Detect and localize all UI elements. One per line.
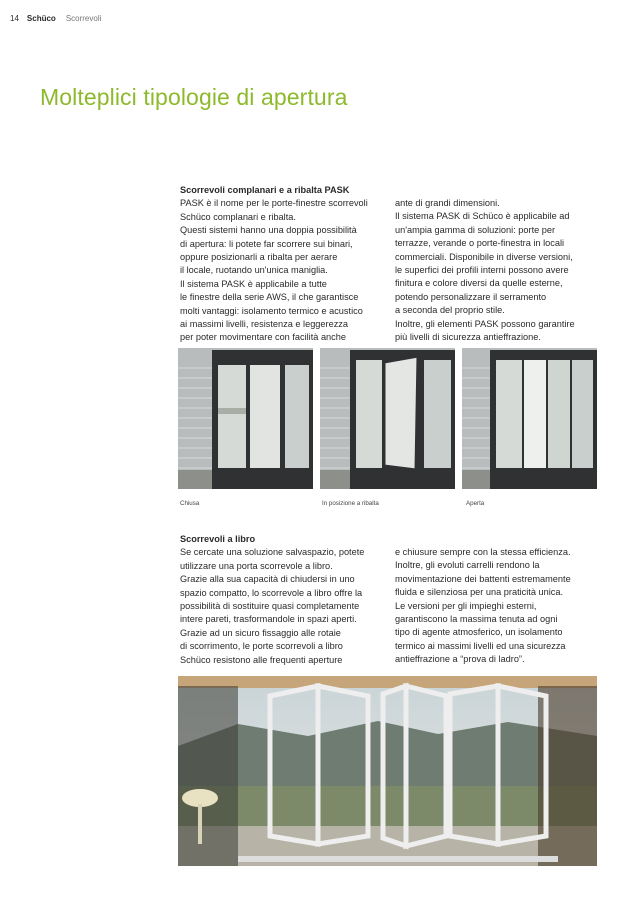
pask-right-line: ante di grandi dimensioni. (395, 198, 500, 208)
pask-left-line: Questi sistemi hanno una doppia possibilità (180, 225, 357, 236)
pask-right-line: più livelli di sicurezza antieffrazione. (395, 332, 541, 343)
caption-closed: Chiusa (180, 500, 200, 507)
libro-left-line: spazio compatto, lo scorrevole a libro offre la (180, 587, 363, 598)
libro-left-line: possibilità di sostituire quasi completamente (180, 601, 360, 612)
pask-right-line: terrazze, verande o porte-finestra in locali (395, 238, 565, 249)
pask-left-line: per poter movimentare con facilità anche (180, 332, 346, 343)
pask-right-line: un'ampia gamma di soluzioni: porte per (395, 224, 556, 235)
pask-right-line: finitura e colore diversi da quelle esterne, (395, 278, 563, 289)
libro-right-line: e chiusure sempre con la stessa efficienza. (395, 547, 571, 557)
libro-right-column (395, 546, 605, 667)
libro-right-line: movimentazione dei battenti estremamente (395, 573, 571, 584)
pask-right-line: a seconda del proprio stile. (395, 305, 505, 316)
libro-left-column (180, 533, 390, 667)
pask-left-line: il locale, ruotando un'unica maniglia. (180, 265, 328, 276)
page-title: Molteplici tipologie di apertura (40, 84, 348, 110)
pask-left-line: molti vantaggi: isolamento termico e acustico (180, 305, 363, 316)
pask-right-line: Il sistema PASK di Schüco è applicabile ad (395, 211, 570, 222)
caption-open: Aperta (466, 500, 485, 507)
pask-right-line: commerciali. Disponibile in diverse versioni, (395, 251, 573, 262)
libro-left-line: Grazie ad un sicuro fissaggio alle rotaie (180, 627, 341, 638)
libro-right-line: antieffrazione a “prova di ladro”. (395, 654, 525, 665)
pask-left-line: di apertura: li potete far scorrere sui binari, (180, 238, 353, 249)
libro-heading: Scorrevoli a libro (180, 534, 256, 544)
libro-right-line: tipo di agente atmosferico, un isolamento (395, 627, 563, 638)
pask-left-line: le finestre della serie AWS, il che garantisce (180, 292, 359, 303)
libro-right-line: termico ai massimi livelli ed una sicurezza (395, 640, 566, 651)
pask-heading: Scorrevoli complanari e a ribalta PASK (180, 185, 350, 195)
libro-right-line: Le versioni per gli impieghi esterni, (395, 600, 537, 611)
pask-right-line: le superfici dei profili interni possono avere (395, 265, 569, 276)
section-name: Scorrevoli (65, 14, 102, 23)
page-number: 14 (10, 14, 19, 23)
pask-right-line: potendo personalizzare il serramento (395, 291, 547, 302)
pask-photo-closed (178, 348, 313, 489)
caption-tilted: In posizione a ribalta (322, 500, 379, 507)
libro-left-line: di scorrimento, le porte scorrevoli a libro (180, 641, 343, 652)
libro-right-line: garantiscono la massima tenuta ad ogni (395, 614, 558, 625)
pask-photo-tilted (320, 348, 455, 489)
pask-right-line: Inoltre, gli elementi PASK possono garantire (395, 318, 575, 329)
pask-left-line: ai massimi livelli, resistenza e leggerezza (180, 319, 348, 330)
pask-left-column (180, 184, 390, 345)
pask-right-column (395, 197, 605, 344)
folding-door-photo (178, 676, 597, 866)
libro-left-line: intere pareti, trasformandole in spazi aperti. (180, 614, 357, 625)
libro-left-line: Se cercate una soluzione salvaspazio, potete (180, 547, 365, 558)
pask-left-line: PASK è il nome per le porte-finestre scorrevoli (180, 198, 368, 209)
libro-left-line: Grazie alla sua capacità di chiudersi in uno (180, 574, 355, 585)
page-header (10, 14, 101, 23)
pask-photo-open (462, 348, 597, 489)
pask-left-line: Schüco complanari e ribalta. (180, 211, 296, 222)
pask-left-line: Il sistema PASK è applicabile a tutte (180, 278, 327, 289)
libro-left-line: Schüco resistono alle frequenti aperture (180, 654, 343, 665)
brand-name: Schüco (26, 14, 56, 23)
pask-left-line: oppure posizionarli a ribalta per aerare (180, 252, 338, 263)
libro-left-line: utilizzare una porta scorrevole a libro. (180, 560, 333, 571)
libro-right-line: fluida e silenziosa per una praticità unica. (395, 587, 564, 598)
libro-right-line: Inoltre, gli evoluti carrelli rendono la (395, 560, 540, 571)
